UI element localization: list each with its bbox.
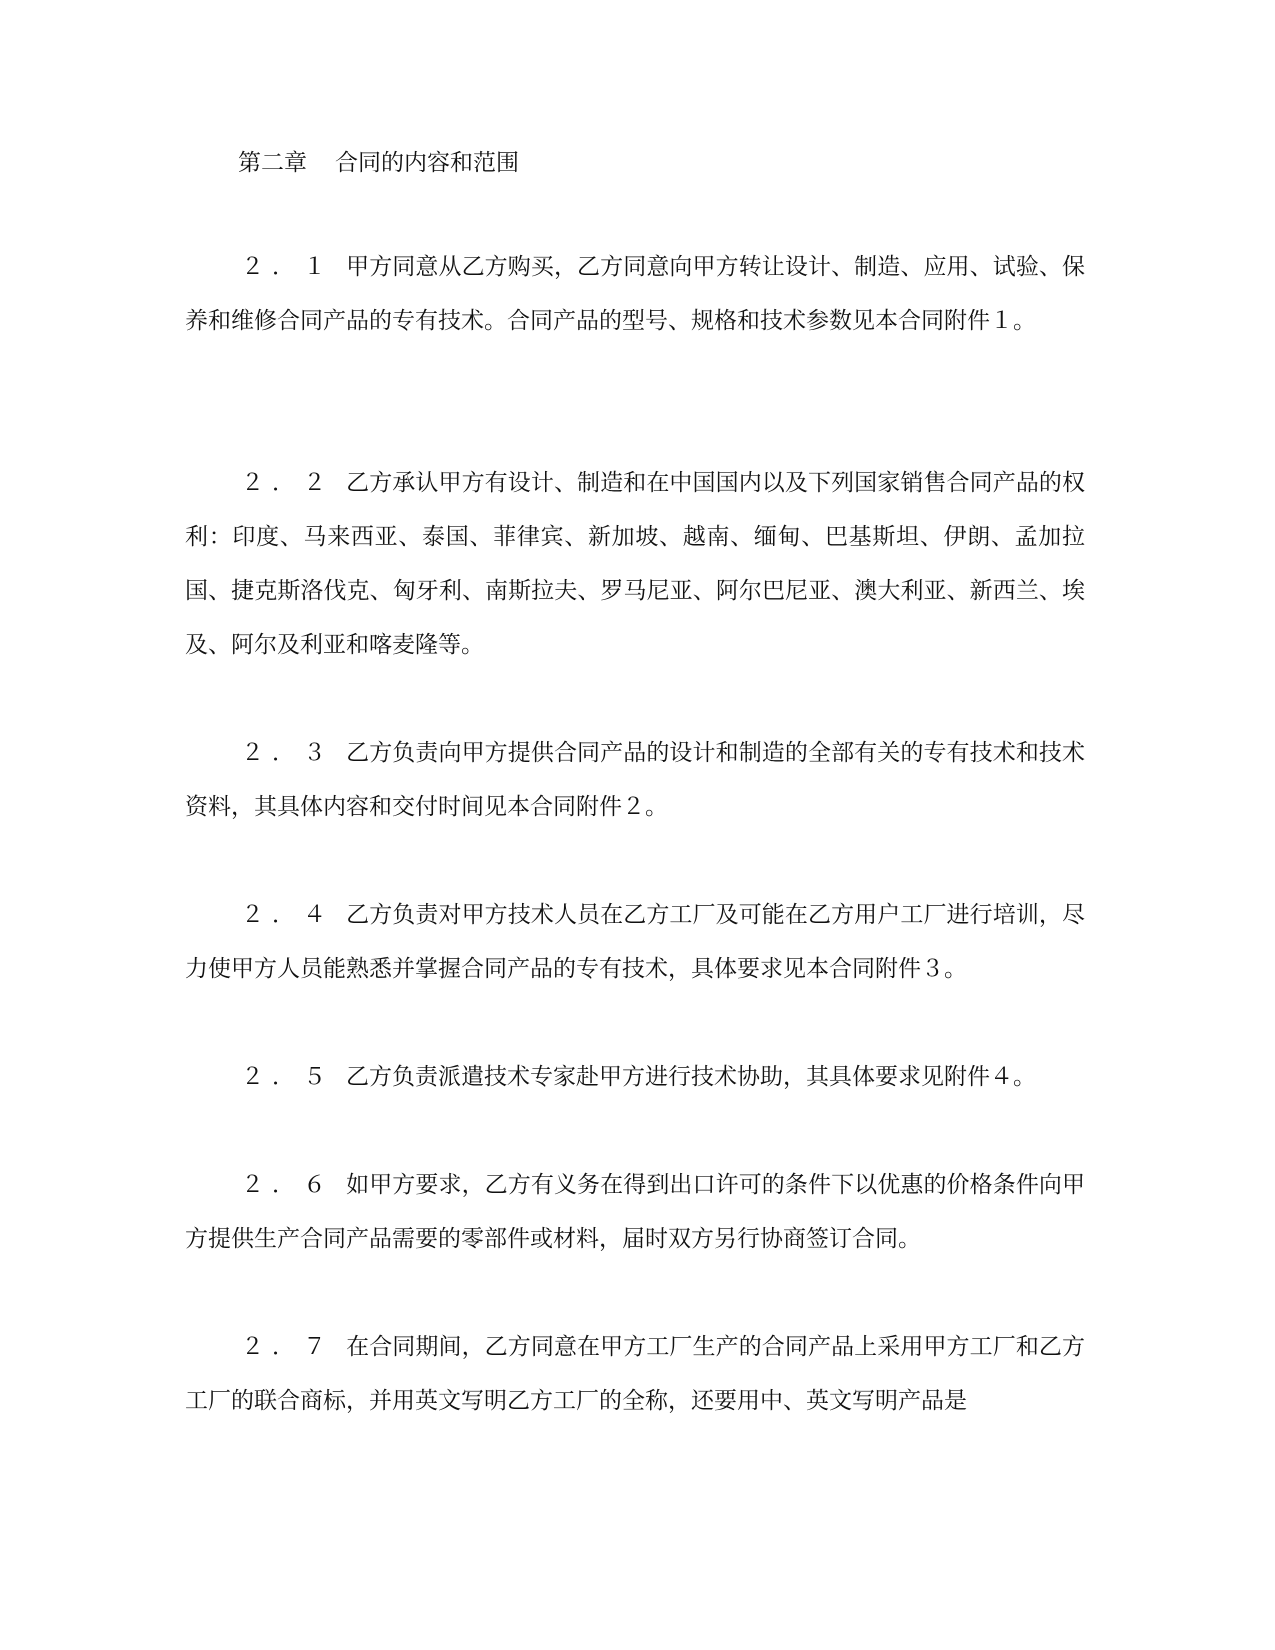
clause-number: ２．２: [241, 470, 334, 496]
clause-text: 乙方负责向甲方提供合同产品的设计和制造的全部有关的专有技术和技术资料，其具体内容和交付时间见本合同附件２。: [185, 740, 1085, 820]
clause-2-6: [185, 1158, 1085, 1266]
clause-text: 乙方负责对甲方技术人员在乙方工厂及可能在乙方用户工厂进行培训，尽力使甲方人员能熟悉并掌握合同产品的专有技术，具体要求见本合同附件３。: [185, 902, 1085, 982]
clause-text: 乙方负责派遣技术专家赴甲方进行技术协助，其具体要求见附件４。: [346, 1064, 1036, 1090]
chapter-heading: [238, 146, 519, 180]
clause-number: ２．５: [241, 1064, 334, 1090]
clause-number: ２．１: [241, 254, 334, 280]
chapter-title: 合同的内容和范围: [335, 150, 519, 176]
clause-text: 乙方承认甲方有设计、制造和在中国国内以及下列国家销售合同产品的权利：印度、马来西亚、泰国、菲律宾、新加坡、越南、缅甸、巴基斯坦、伊朗、孟加拉国、捷克斯洛伐克、匈牙利、南斯拉夫、罗马尼亚、阿尔巴尼亚、澳大利亚、新西兰、埃及、阿尔及利亚和喀麦隆等。: [185, 470, 1085, 658]
clause-text: 如甲方要求，乙方有义务在得到出口许可的条件下以优惠的价格条件向甲方提供生产合同产品需要的零部件或材料，届时双方另行协商签订合同。: [185, 1172, 1085, 1252]
clause-number: ２．６: [241, 1172, 334, 1198]
clause-text: 在合同期间，乙方同意在甲方工厂生产的合同产品上采用甲方工厂和乙方工厂的联合商标，并用英文写明乙方工厂的全称，还要用中、英文写明产品是: [185, 1334, 1085, 1414]
clause-number: ２．３: [241, 740, 334, 766]
clause-number: ２．７: [241, 1334, 334, 1360]
clause-number: ２．４: [241, 902, 334, 928]
clause-2-4: [185, 888, 1085, 996]
clause-2-1: [185, 240, 1085, 348]
clause-2-5: [185, 1050, 1085, 1104]
clause-2-3: [185, 726, 1085, 834]
clause-text: 甲方同意从乙方购买，乙方同意向甲方转让设计、制造、应用、试验、保养和维修合同产品的专有技术。合同产品的型号、规格和技术参数见本合同附件１。: [185, 254, 1085, 334]
clause-2-7: [185, 1320, 1085, 1428]
clause-2-2: [185, 456, 1085, 672]
chapter-label: 第二章: [238, 150, 307, 176]
